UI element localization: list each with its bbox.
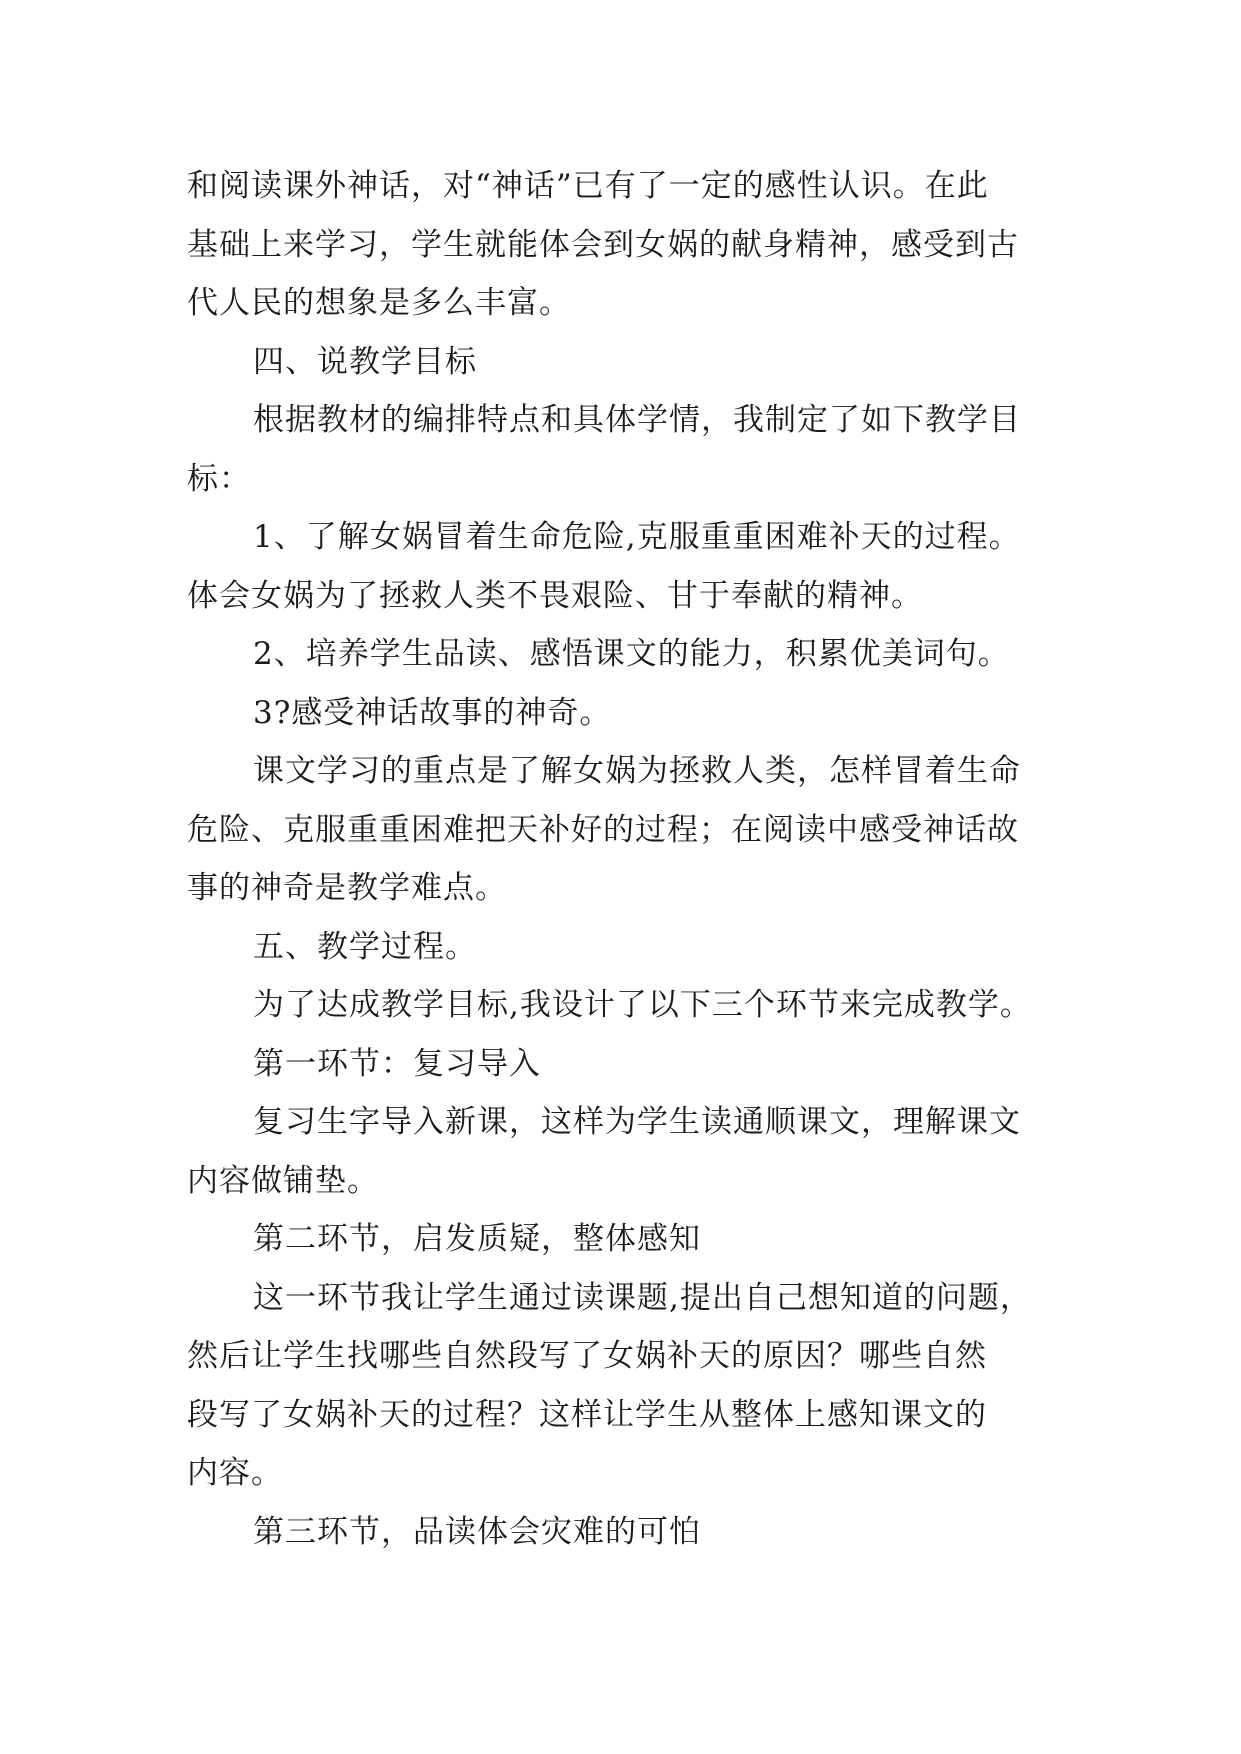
text-line: 内容做铺垫。	[187, 1163, 379, 1199]
text-line: 课文学习的重点是了解女娲为拯救人类，怎样冒着生命	[253, 753, 1021, 789]
subsection-heading: 第三环节，品读体会灾难的可怕	[253, 1514, 701, 1550]
text-line: 和阅读课外神话，对“神话”已有了一定的感性认识。在此	[187, 168, 989, 204]
text-line: 标：	[187, 461, 251, 497]
text-line: 复习生字导入新课，这样为学生读通顺课文，理解课文	[253, 1104, 1021, 1140]
text-line: 基础上来学习，学生就能体会到女娲的献身精神，感受到古	[187, 227, 1019, 263]
list-item: 2、培养学生品读、感悟课文的能力，积累优美词句。	[253, 636, 1010, 672]
text-line: 内容。	[187, 1455, 283, 1491]
text-line: 然后让学生找哪些自然段写了女娲补天的原因？哪些自然	[187, 1338, 987, 1374]
list-item: 3?感受神话故事的神奇。	[253, 695, 612, 731]
text-line: 段写了女娲补天的过程？这样让学生从整体上感知课文的	[187, 1397, 987, 1433]
text-line: 这一环节我让学生通过读课题,提出自己想知道的问题，	[253, 1280, 1032, 1316]
text-line: 为了达成教学目标,我设计了以下三个环节来完成教学。	[253, 987, 1032, 1023]
text-line: 代人民的想象是多么丰富。	[187, 285, 571, 321]
text-line: 事的神奇是教学难点。	[187, 870, 507, 906]
list-item: 1、了解女娲冒着生命危险,克服重重困难补天的过程。	[253, 519, 1021, 555]
section-heading: 五、教学过程。	[253, 929, 477, 965]
subsection-heading: 第二环节，启发质疑，整体感知	[253, 1221, 701, 1257]
section-heading: 四、说教学目标	[253, 344, 477, 380]
text-line: 危险、克服重重困难把天补好的过程；在阅读中感受神话故	[187, 812, 1019, 848]
text-line: 体会女娲为了拯救人类不畏艰险、甘于奉献的精神。	[187, 578, 923, 614]
subsection-heading: 第一环节：复习导入	[253, 1046, 541, 1082]
text-line: 根据教材的编排特点和具体学情，我制定了如下教学目	[253, 402, 1021, 438]
